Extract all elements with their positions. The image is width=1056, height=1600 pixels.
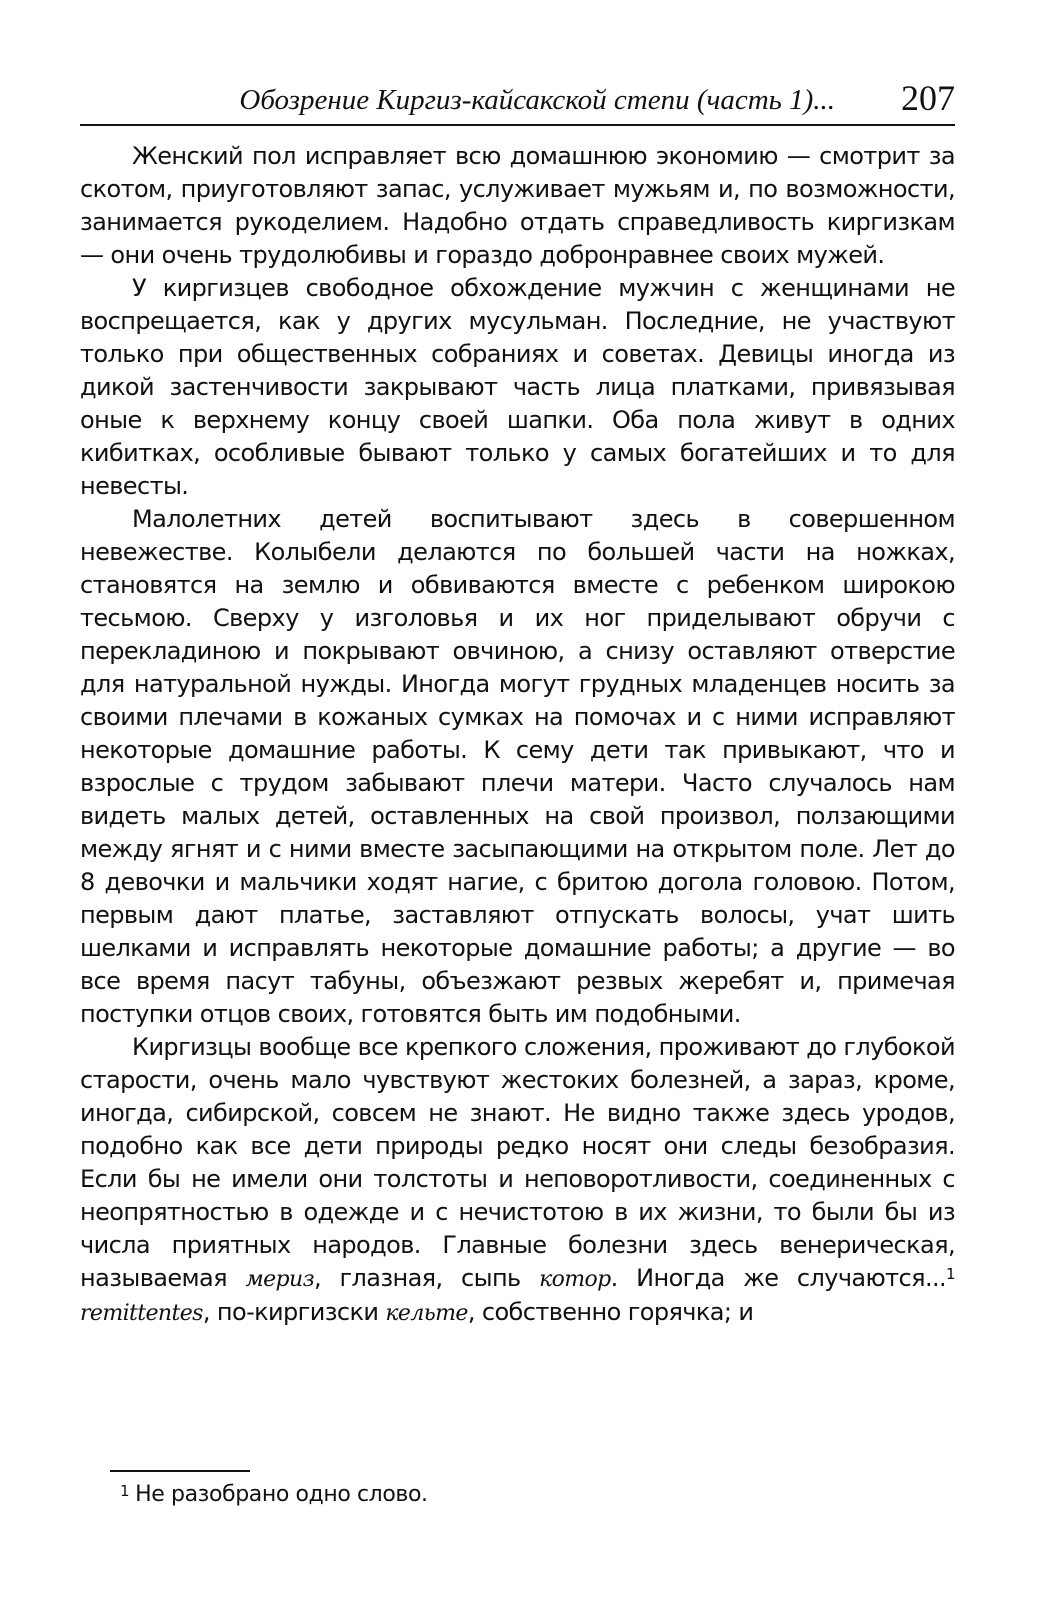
paragraph-women: Женский пол исправляет всю домашнюю экономию — смотрит за скотом, приуготовляют запас, услуживает мужьям и, по возможности, занимается рукоделием. Надобно отдать справедливость киргизкам — они очень трудолюбивы и гораздо добронравнее своих мужей. <box>80 142 955 269</box>
footnote-reference[interactable]: 1 <box>946 1265 955 1283</box>
term-remittentes: remittentes <box>80 1301 203 1326</box>
footnote-text: Не разобрано одно слово. <box>135 1482 428 1507</box>
running-title: Обозрение Киргиз-кайсакской степи (часть 1)... <box>239 84 835 116</box>
body-text <box>80 140 955 1330</box>
book-page <box>80 0 955 1600</box>
health-text-3: . Иногда же случаются... <box>610 1264 947 1292</box>
health-text-2: , глазная, сыпь <box>313 1264 540 1292</box>
term-kelte: кельте <box>385 1301 468 1326</box>
paragraph-health <box>80 1031 955 1330</box>
running-head <box>80 70 955 130</box>
header-rule <box>80 124 955 126</box>
term-kotor: котор <box>539 1267 611 1292</box>
health-text-1: Киргизцы вообще все крепкого сложения, проживают до глубокой старости, очень мало чувствуют жестоких болезней, а зараз, кроме, иногда, сибирской, совсем не знают. Не видно также здесь уродов, подобно как все дети природы редко носят они следы безобразия. Если бы не имели они толстоты и неповоротливости, соединенных с неопрятностью в одежде и с нечистотою в их жизни, то были бы из числа приятных народов. Главные болезни здесь венерическая, называемая <box>80 1033 955 1292</box>
health-text-4: , по-киргизски <box>202 1298 386 1326</box>
paragraph-customs: У киргизцев свободное обхождение мужчин с женщинами не воспрещается, как у других мусульман. Последние, не участвуют только при общественных собраниях и советах. Девицы иногда из дикой застенчивости закрывают часть лица платками, привязывая оные к верхнему концу своей шапки. Оба пола живут в одних кибитках, особливые бывают только у самых богатейших и то для невесты. <box>80 274 955 500</box>
page-number: 207 <box>901 78 955 118</box>
paragraph-children: Малолетних детей воспитывают здесь в совершенном невежестве. Колыбели делаются по большей части на ножках, становятся на землю и обвиваются вместе с ребенком широкою тесьмою. Сверху у изголовья и их ног приделывают обручи с перекладиною и покрывают овчиною, а снизу оставляют отверстие для натуральной нужды. Иногда могут грудных младенцев носить за своими плечами в кожаных сумках на помочах и с ними исправляют некоторые домашние работы. К сему дети так привыкают, что и взрослые с трудом забывают плечи матери. Часто случалось нам видеть малых детей, оставленных на свой произвол, ползающими между ягнят и с ними вместе засыпающими на открытом поле. Лет до 8 девочки и мальчики ходят нагие, с бритою догола головою. Потом, первым дают платье, заставляют отпускать волосы, учат шить шелками и исправлять некоторые домашние работы; а другие — во все время пасут табуны, объезжают резвых жеребят и, примечая поступки отцов своих, готовятся быть им подобными. <box>80 505 955 1028</box>
footnote-number: 1 <box>120 1482 130 1500</box>
footnote <box>120 1480 428 1510</box>
term-meriz: мериз <box>245 1267 314 1292</box>
health-text-5: , собственно горячка; и <box>467 1298 754 1326</box>
footnote-rule <box>110 1470 250 1472</box>
